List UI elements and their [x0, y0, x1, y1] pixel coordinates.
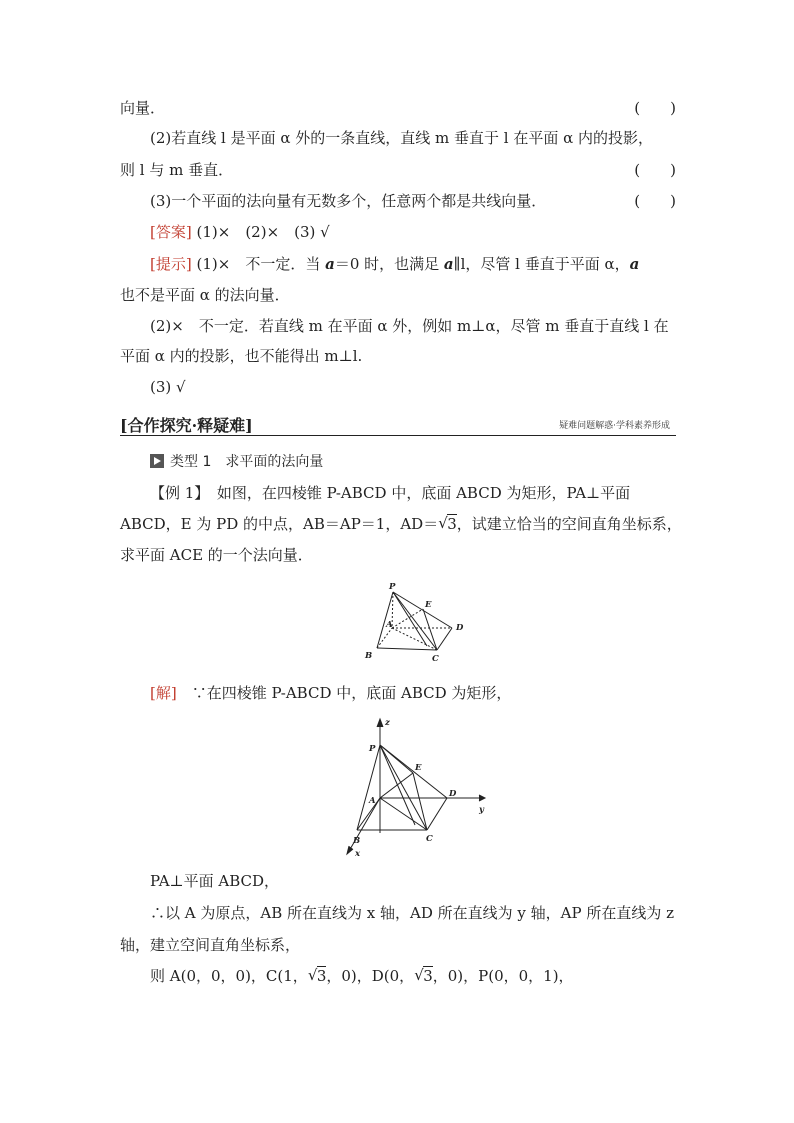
example-label: 【例 1】 — [150, 484, 202, 502]
answer-label: [答案] — [150, 223, 192, 241]
question-2-line1: (2)若直线 l 是平面 α 外的一条直线，直线 m 垂直于 l 在平面 α 内的投影， — [150, 129, 654, 147]
fig2-label-E: E — [415, 763, 422, 773]
example-line2: ABCD，E 为 PD 的中点，AB＝AP＝1，AD＝√ 3，试建立恰当的空间直角坐标系， — [120, 514, 676, 534]
fig1-label-E: E — [425, 600, 432, 610]
type-heading: 类型 1 求平面的法向量 — [150, 452, 323, 472]
pyramid-figure-1 — [355, 580, 480, 665]
fig1-label-C: C — [432, 654, 439, 664]
hint-label: [提示] — [150, 255, 192, 273]
answer-blank-2: ( ) — [634, 161, 676, 179]
section-tag: 疑难问题解惑·学科素养形成 — [559, 421, 670, 431]
section-title: [合作探究·释疑难] — [120, 416, 253, 435]
sqrt-3: √ 3 — [438, 514, 457, 534]
fig2-label-B: B — [353, 836, 361, 846]
example-line1: 【例 1】 如图，在四棱锥 P-ABCD 中，底面 ABCD 为矩形，PA⊥平面 — [150, 484, 631, 502]
answer-text: (1)× (2)× (3) √ — [196, 223, 330, 241]
fig1-label-P: P — [389, 582, 396, 592]
coordinate-figure-2 — [335, 715, 495, 860]
section-header — [120, 413, 676, 436]
fig1-label-A: A — [386, 620, 393, 630]
answer-row — [150, 222, 676, 242]
solution-line2: PA⊥平面 ABCD， — [150, 872, 280, 890]
fig2-label-C: C — [426, 834, 433, 844]
solution-line4: 轴，建立空间直角坐标系， — [120, 936, 301, 954]
hint-row-3: (3) √ — [150, 378, 186, 396]
fig2-label-A: A — [369, 796, 376, 806]
fig2-label-x: x — [355, 849, 361, 859]
hint-row-1: [提示] (1)× 不一定．当 a＝0 时，也满足 a∥l，尽管 l 垂直于平面 α，a — [150, 255, 640, 273]
solution-coordinates: 则 A(0，0，0)，C(1，√ 3，0)，D(0，√ 3，0)，P(0，0，1)， — [150, 966, 676, 986]
solution-line1: [解] ∵在四棱锥 P-ABCD 中，底面 ABCD 为矩形， — [150, 684, 512, 702]
solution-line3: ∴以 A 为原点，AB 所在直线为 x 轴，AD 所在直线为 y 轴，AP 所在直线为 z — [150, 904, 674, 922]
fig1-label-B: B — [365, 651, 373, 661]
sqrt-3: √ 3 — [414, 966, 433, 986]
question-2-line2: 则 l 与 m 垂直． ( ) — [120, 161, 676, 179]
fig2-label-y: y — [479, 805, 484, 815]
hint-row-1-cont: 也不是平面 α 的法向量． — [120, 286, 290, 304]
play-icon — [150, 454, 164, 468]
answer-blank-3: ( ) — [634, 192, 676, 210]
hint-row-2: (2)× 不一定．若直线 m 在平面 α 外，例如 m⊥α，尽管 m 垂直于直线 l 在 — [150, 317, 669, 335]
question-1-tail: 向量． ( ) — [120, 99, 676, 117]
example-line3: 求平面 ACE 的一个法向量． — [120, 546, 313, 564]
question-3: (3)一个平面的法向量有无数多个，任意两个都是共线向量． ( ) — [150, 192, 676, 210]
fig2-label-z: z — [385, 718, 390, 728]
sqrt-3: √ 3 — [308, 966, 327, 986]
fig1-label-D: D — [456, 623, 464, 633]
hint-row-2-cont: 平面 α 内的投影，也不能得出 m⊥l. — [120, 347, 363, 365]
answer-blank-1: ( ) — [634, 99, 676, 117]
solution-label: [解] — [150, 684, 177, 702]
fig2-label-P: P — [369, 744, 376, 754]
fig2-label-D: D — [449, 789, 457, 799]
